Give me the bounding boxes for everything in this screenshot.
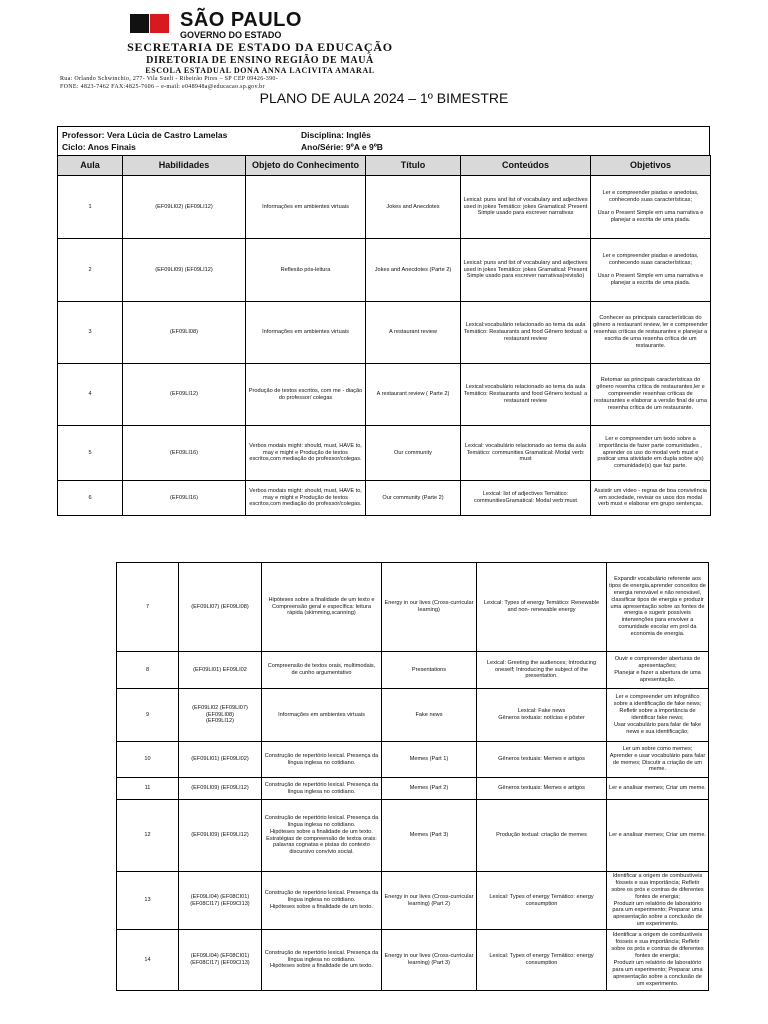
ano-serie-label: Ano/Série: 9ºA e 9ºB: [301, 142, 383, 152]
header-habilidades: Habilidades: [123, 156, 246, 176]
header-objeto: Objeto do Conhecimento: [246, 156, 366, 176]
letterhead: [60, 40, 460, 91]
conteudos-cell: Gêneros textuais: Memes e artigos: [477, 778, 607, 800]
objeto-cell: Construção de repertório lexical. Presença da língua inglesa no cotidiano.: [262, 778, 382, 800]
objeto-cell: Construção de repertório lexical. Presença da língua inglesa no cotidiano.: [262, 742, 382, 778]
letterhead-phone: FONE: 4823-7462 FAX:4825-7606 – e-mail: e048948a@educacao.sp.gov.br: [60, 83, 265, 90]
objetivos-cell: Ouvir e compreender aberturas de apresentações; Planejar e fazer a abertura de uma apresentação.: [607, 652, 709, 689]
aula-cell: 3: [58, 302, 123, 364]
conteudos-cell: Lexical: Types of energy Temático: energy consumption: [477, 872, 607, 930]
table-row: [58, 176, 711, 239]
titulo-cell: Memes (Part 2): [382, 778, 477, 800]
header-titulo: Título: [366, 156, 461, 176]
habilidades-cell: (EF09LI01) EF09LI02: [179, 652, 262, 689]
objetivos-cell: Conhecer as principais características do gênero a restaurant review, ler e compreender resenhas críticas de restaurantes e planejar a escrita de uma resenha crítica de um restaurante.: [591, 302, 711, 364]
objeto-cell: Construção de repertório lexical. Presença da língua inglesa no cotidiano. Hipóteses sobre a finalidade de um texto. Estratégias de compreensão de textos orais: palavras cognatas e pistas do contexto discursivo convívio social.: [262, 800, 382, 872]
document-title: PLANO DE AULA 2024 – 1º BIMESTRE: [259, 90, 509, 106]
disciplina-label: Disciplina: Inglês: [301, 130, 371, 140]
header-objetivos: Objetivos: [591, 156, 711, 176]
table-row: [117, 689, 709, 742]
conteudos-cell: Produção textual: criação de memes: [477, 800, 607, 872]
lesson-plan-table-1: [57, 155, 711, 516]
habilidades-cell: (EF09LI08): [123, 302, 246, 364]
conteudos-cell: Lexical:vocabulário relacionado ao tema da aula Temático: Restaurants and food Gênero textual: a restaurant review: [461, 302, 591, 364]
logo-subtitle: GOVERNO DO ESTADO: [180, 30, 282, 40]
table-row: [117, 778, 709, 800]
habilidades-cell: (EF09LI09) (EF09LI12): [179, 778, 262, 800]
table-row: [58, 481, 711, 516]
habilidades-cell: (EF09LI09) (EF09LI12): [123, 239, 246, 302]
titulo-cell: Energy in our lives (Cross-curricular learning) (Part 2): [382, 872, 477, 930]
habilidades-cell: (EF09LI16): [123, 481, 246, 516]
objetivos-cell: Assistir um vídeo - regras de boa convivência em sociedade, revisar os usos dos modal verb must e elaborar em grupo sentenças.: [591, 481, 711, 516]
titulo-cell: Energy in our lives (Cross-curricular learning) (Part 3): [382, 930, 477, 991]
header-aula: Aula: [58, 156, 123, 176]
habilidades-cell: (EF09LI02 (EF09LI07) (EF09LI08) (EF09LI12): [179, 689, 262, 742]
logo-name: SÃO PAULO: [180, 9, 302, 31]
objetivos-cell: Ler um sobre como memes; Aprender e usar vocabulário para falar de memes; Discutir a criação de um meme.: [607, 742, 709, 778]
titulo-cell: Memes (Part 3): [382, 800, 477, 872]
objetivos-cell: Ler e compreender um infográfico sobre a identificação de fake news; Refletir sobre a importância de identificar fake news; Usar vocabulário para falar de fake news e sua identificação;: [607, 689, 709, 742]
titulo-cell: Jokes and Anecdotes: [366, 176, 461, 239]
ciclo-label: Ciclo: Anos Finais: [62, 142, 136, 152]
habilidades-cell: (EF09LI04) (EF08CI01) (EF08CI17) (EF09CI13): [179, 930, 262, 991]
aula-cell: 2: [58, 239, 123, 302]
habilidades-cell: (EF09LI16): [123, 426, 246, 481]
aula-cell: 8: [117, 652, 179, 689]
aula-cell: 13: [117, 872, 179, 930]
objeto-cell: Produção de textos escritos, com me - diação do professor/ colegas: [246, 364, 366, 426]
table-row: [117, 563, 709, 652]
letterhead-secretaria: SECRETARIA DE ESTADO DA EDUCAÇÃO: [127, 40, 393, 54]
table-row: [58, 426, 711, 481]
objetivos-cell: Retomar as principais características do gênero resenha crítica de restaurantes,ler e compreender resenhas críticas de restaurantes e elaborar a versão final de uma resenha crítica de um restaurante.: [591, 364, 711, 426]
habilidades-cell: (EF09LI01) (EF09LI02): [179, 742, 262, 778]
habilidades-cell: (EF09LI04) (EF08CI01) (EF08CI17) (EF09CI13): [179, 872, 262, 930]
letterhead-escola: ESCOLA ESTADUAL DONA ANNA LACIVITA AMARAL: [145, 66, 375, 75]
titulo-cell: A restaurant review: [366, 302, 461, 364]
lesson-info-box: [57, 126, 710, 155]
conteudos-cell: Lexical: Types of energy Temático: Renewable and non- renewable energy: [477, 563, 607, 652]
letterhead-address: Rua: Orlando Schwinchio, 277- Vila Sueli - Ribeirão Pires – SP CEP 09426-390-: [60, 76, 279, 82]
sao-paulo-emblem-icon: [128, 12, 172, 38]
conteudos-cell: Lexical: Types of energy Temático: energy consumption: [477, 930, 607, 991]
objeto-cell: Compreensão de textos orais, multimodais, de cunho argumentativo: [262, 652, 382, 689]
objetivos-cell: Ler e compreender um texto sobre a importância de fazer parte comunidades , aprender os uso do modal verb must e praticar uma atividade em dupla sobre a(s) comunidade(s) que faz parte.: [591, 426, 711, 481]
letterhead-diretoria: DIRETORIA DE ENSINO REGIÃO DE MAUÁ: [146, 55, 374, 66]
objeto-cell: Hipóteses sobre a finalidade de um texto e Compreensão geral e específica: leitura rápida (skimming,scanning): [262, 563, 382, 652]
objetivos-cell: Ler e compreender piadas e anedotas, conhecendo suas características; Usar o Present Simple em uma narrativa e planejar a escrita de uma piada.: [591, 239, 711, 302]
titulo-cell: Presentations: [382, 652, 477, 689]
lesson-plan-table-2: [116, 562, 709, 991]
objeto-cell: Construção de repertório lexical. Presença da língua inglesa no cotidiano. Hipóteses sobre a finalidade de um texto.: [262, 930, 382, 991]
aula-cell: 12: [117, 800, 179, 872]
objeto-cell: Informações em ambientes virtuais: [246, 176, 366, 239]
objeto-cell: Verbos modais might: should, must, HAVE to, may e might e Produção de textos escritos,com mediação do professor/colegas.: [246, 426, 366, 481]
aula-cell: 5: [58, 426, 123, 481]
table-row: [117, 742, 709, 778]
titulo-cell: Our community: [366, 426, 461, 481]
objetivos-cell: Ler e compreender piadas e anedotas, conhecendo suas características; Usar o Present Simple em uma narrativa e planejar a escrita de uma piada.: [591, 176, 711, 239]
aula-cell: 6: [58, 481, 123, 516]
titulo-cell: Jokes and Anecdotes (Parte 2): [366, 239, 461, 302]
objetivos-cell: Identificar a origem de combustíveis fósseis e sua importância; Refletir sobre os prós e contras de diferentes fontes de energia; Produzir um relatório de laboratório para um experimento; Preparar uma apresentação sobre a conclusão de um experimento.: [607, 872, 709, 930]
table-row: [117, 930, 709, 991]
titulo-cell: Fake news: [382, 689, 477, 742]
aula-cell: 4: [58, 364, 123, 426]
objeto-cell: Informações em ambientes virtuais: [262, 689, 382, 742]
objetivos-cell: Ler e analisar memes; Criar um meme.: [607, 800, 709, 872]
habilidades-cell: (EF09LI02) (EF09LI12): [123, 176, 246, 239]
conteudos-cell: Lexical: Greeting the audiences; Introducing oneself; Introducing the subject of the presentation.: [477, 652, 607, 689]
aula-cell: 7: [117, 563, 179, 652]
aula-cell: 10: [117, 742, 179, 778]
conteudos-cell: Lexical: Fake news Gêneros textuais: notícias e pôster: [477, 689, 607, 742]
objetivos-cell: Identificar a origem de combustíveis fósseis e sua importância; Refletir sobre os prós e contras de diferentes fontes de energia; Produzir um relatório de laboratório para um experimento; Preparar uma apresentação sobre a conclusão de um experimento.: [607, 930, 709, 991]
conteudos-cell: Lexical: puns and list of vocabulary and adjectives used in jokes Temático: jokes Gramatical: Present Simple usado para escrever narrativas: [461, 176, 591, 239]
table-row: [58, 239, 711, 302]
objeto-cell: Reflexão pós-leitura: [246, 239, 366, 302]
table-row: [117, 872, 709, 930]
aula-cell: 11: [117, 778, 179, 800]
conteudos-cell: Gêneros textuais: Memes e artigos: [477, 742, 607, 778]
objetivos-cell: Expandir vocabulário referente aos tipos de energia,aprender conceitos de energia renovável e não renovável, classificar tipos de energia e produzir uma apresentação sobre as fontes de energia e sugerir possíveis intervenções para envolver a comunidade escolar em prol da economia de energia.: [607, 563, 709, 652]
objeto-cell: Informações em ambientes virtuais: [246, 302, 366, 364]
table-row: [58, 364, 711, 426]
conteudos-cell: Lexical:vocabulário relacionado ao tema da aula Temático: Restaurants and food Gênero textual: a restaurant review: [461, 364, 591, 426]
sao-paulo-logo: [128, 10, 302, 40]
titulo-cell: Our community (Parte 2): [366, 481, 461, 516]
table-header-row: [58, 156, 711, 176]
objeto-cell: Construção de repertório lexical. Presença da língua inglesa no cotidiano. Hipóteses sobre a finalidade de um texto.: [262, 872, 382, 930]
habilidades-cell: (EF09LI12): [123, 364, 246, 426]
aula-cell: 14: [117, 930, 179, 991]
aula-cell: 9: [117, 689, 179, 742]
header-conteudos: Conteúdos: [461, 156, 591, 176]
conteudos-cell: Lexical: puns and list of vocabulary and adjectives used in jokes Temático: jokes Gramatical: Present Simple usado para escrever narrativas(revisão): [461, 239, 591, 302]
titulo-cell: Energy in our lives (Cross-curricular learning): [382, 563, 477, 652]
professor-label: Professor: Vera Lúcia de Castro Lamelas: [62, 130, 228, 140]
table-row: [58, 302, 711, 364]
habilidades-cell: (EF09LI09) (EF09LI12): [179, 800, 262, 872]
aula-cell: 1: [58, 176, 123, 239]
titulo-cell: A restaurant review ( Parte 2): [366, 364, 461, 426]
titulo-cell: Memes (Part 1): [382, 742, 477, 778]
table-row: [117, 800, 709, 872]
conteudos-cell: Lexical: list of adjectives Temático: communitiesGramatical: Modal verb:must: [461, 481, 591, 516]
table-row: [117, 652, 709, 689]
objetivos-cell: Ler e analisar memes; Criar um meme.: [607, 778, 709, 800]
conteudos-cell: Lexical: vocabulário relacionado ao tema da aula Temático: communities Gramatical: Modal verb: must: [461, 426, 591, 481]
habilidades-cell: (EF09LI07) (EF09LI08): [179, 563, 262, 652]
objeto-cell: Verbos modais might: should, must, HAVE to, may e might e Produção de textos escritos,com mediação do professor/colegas.: [246, 481, 366, 516]
